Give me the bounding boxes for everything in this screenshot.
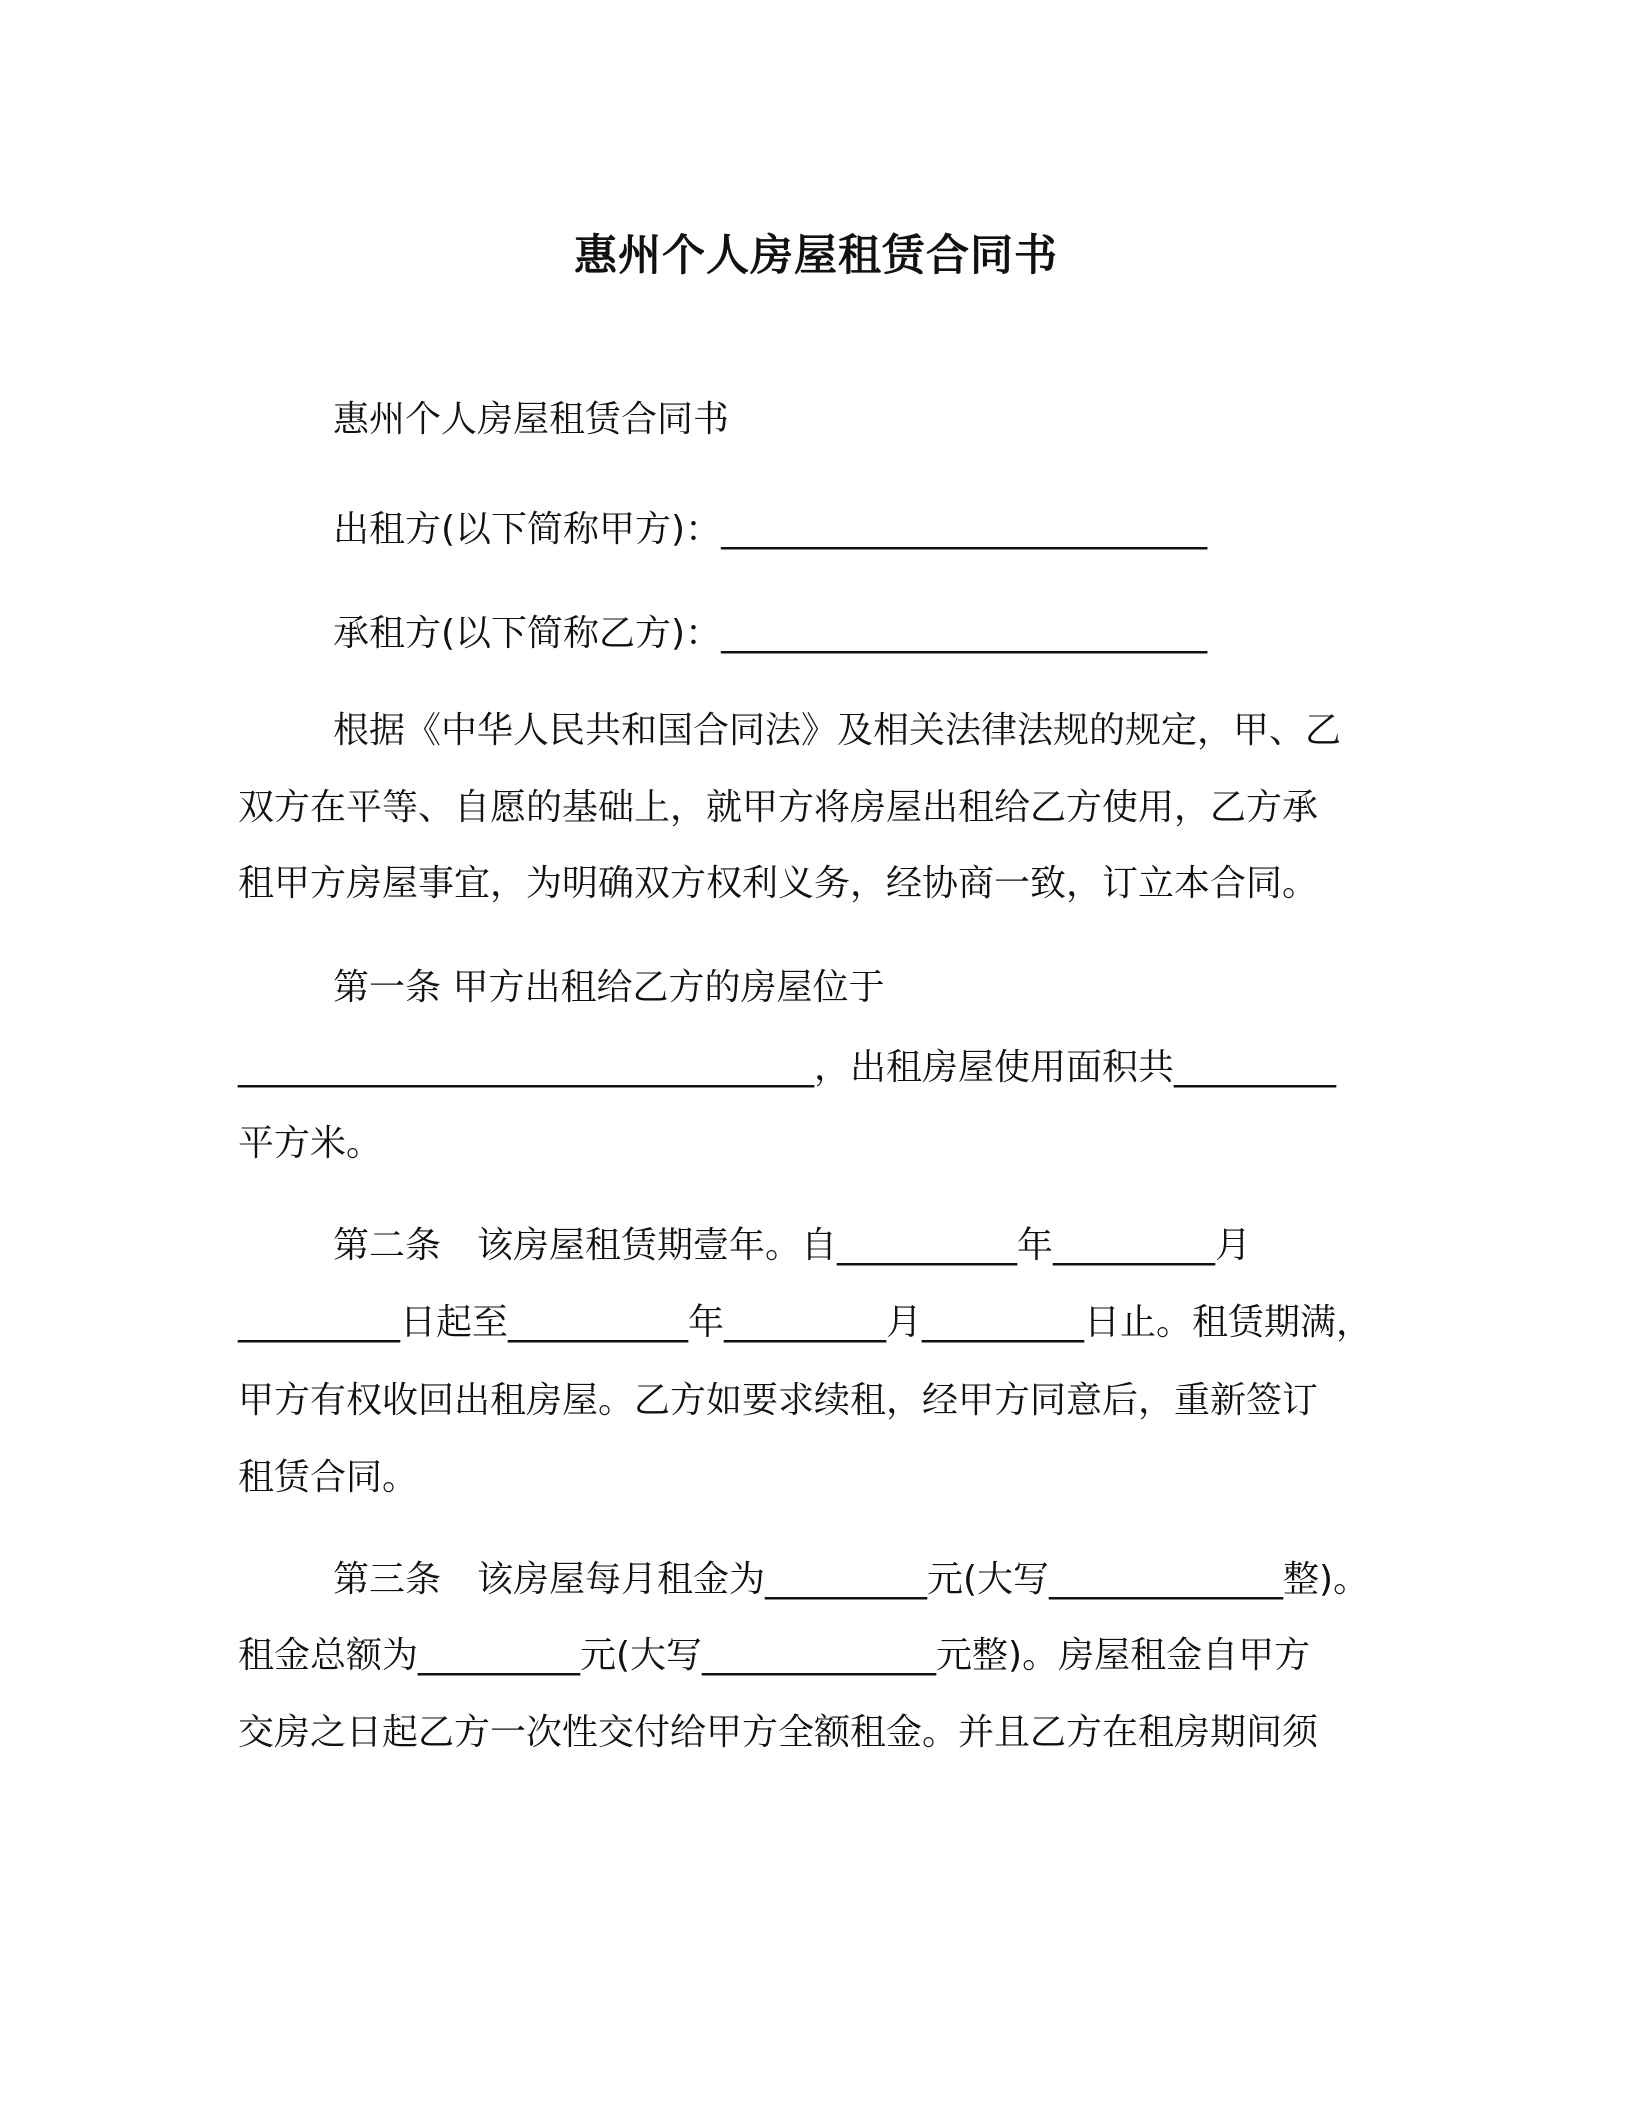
preamble-line-1: 根据《中华人民共和国合同法》及相关法律法规的规定，甲、乙 [333, 710, 1342, 751]
subtitle-line: 惠州个人房屋租赁合同书 [333, 399, 730, 440]
article-2-line-4: 租赁合同。 [238, 1457, 419, 1498]
lessor-line: 出租方(以下简称甲方)：___________________________ [333, 509, 1208, 550]
preamble-line-2: 双方在平等、自愿的基础上，就甲方将房屋出租给乙方使用，乙方承 [238, 787, 1319, 828]
article-3-line-3: 交房之日起乙方一次性交付给甲方全额租金。并且乙方在租房期间须 [238, 1712, 1319, 1753]
article-2-line-2: _________日起至__________年_________月_________日止。租赁期满， [238, 1302, 1373, 1343]
article-3-line-1: 第三条 该房屋每月租金为_________元(大写_____________整)。 [333, 1559, 1370, 1600]
preamble-line-3: 租甲方房屋事宜，为明确双方权利义务，经协商一致，订立本合同。 [238, 863, 1319, 904]
article-1-line-1: 第一条 甲方出租给乙方的房屋位于 [333, 967, 885, 1008]
article-2-line-1: 第二条 该房屋租赁期壹年。自__________年_________月 [333, 1225, 1252, 1266]
article-3-line-2: 租金总额为_________元(大写_____________元整)。房屋租金自甲方 [238, 1635, 1311, 1676]
article-1-line-2: ________________________________，出租房屋使用面积共_________ [238, 1047, 1337, 1088]
article-2-line-3: 甲方有权收回出租房屋。乙方如要求续租，经甲方同意后，重新签订 [238, 1380, 1319, 1421]
article-1-line-3: 平方米。 [238, 1123, 383, 1164]
lessee-line: 承租方(以下简称乙方)：___________________________ [333, 613, 1208, 654]
document-title: 惠州个人房屋租赁合同书 [574, 231, 1058, 281]
